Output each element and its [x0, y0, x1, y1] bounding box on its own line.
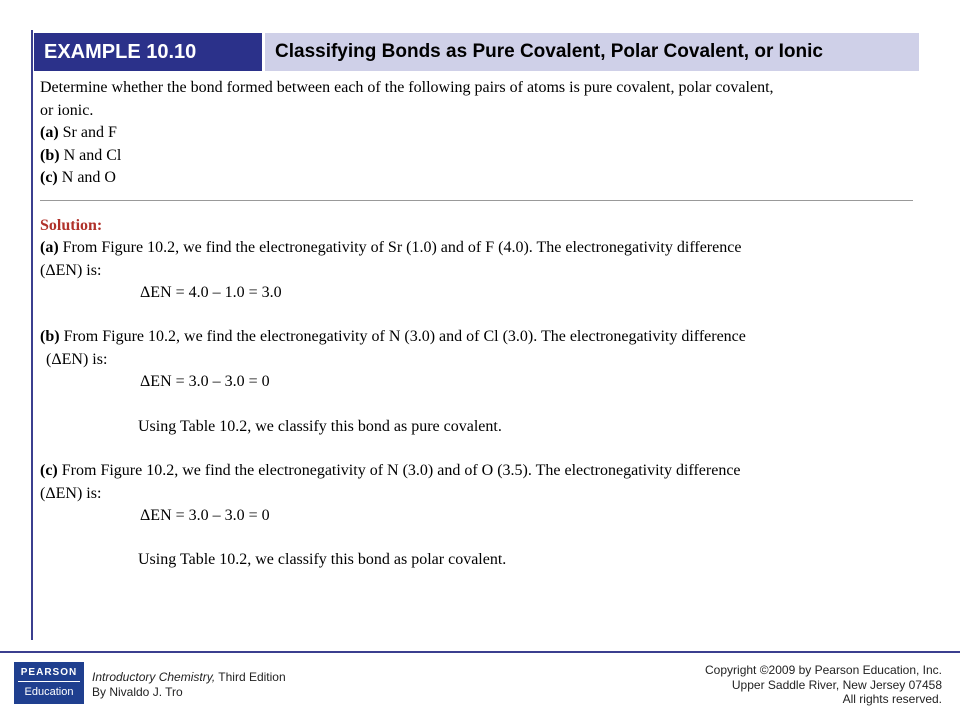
example-label: EXAMPLE 10.10 — [34, 33, 262, 71]
solution-b-line2: (ΔEN) is: — [46, 350, 108, 368]
item-text: N and Cl — [63, 146, 122, 164]
solution-a-text: From Figure 10.2, we find the electronegativity of Sr (1.0) and of F (4.0). The electronegativity difference — [62, 239, 742, 257]
logo-bottom-text: Education — [24, 686, 74, 698]
problem-intro-line1: Determine whether the bond formed between each of the following pairs of atoms is pure covalent, polar covalent, — [40, 79, 774, 96]
solution-c-conclusion: Using Table 10.2, we classify this bond as polar covalent. — [138, 551, 507, 569]
copyright-line1: Copyright ©2009 by Pearson Education, Inc. — [705, 663, 942, 677]
copyright-line2: Upper Saddle River, New Jersey 07458 — [731, 677, 942, 692]
solution-c-line2: (ΔEN) is: — [40, 484, 102, 502]
problem-item-b — [40, 145, 910, 168]
solution-c-letter: (c) — [40, 462, 58, 480]
left-accent-line — [31, 30, 33, 640]
solution-a-letter: (a) — [40, 239, 59, 257]
problem-item-a — [40, 122, 910, 145]
logo-top-text: PEARSON — [18, 662, 80, 682]
solution-b-letter: (b) — [40, 328, 60, 346]
solution-b-text: From Figure 10.2, we find the electronegativity of N (3.0) and of Cl (3.0). The electronegativity difference — [63, 328, 746, 346]
solution-c-text: From Figure 10.2, we find the electronegativity of N (3.0) and of O (3.5). The electronegativity difference — [61, 462, 741, 480]
solution-b-line1 — [40, 326, 910, 348]
solution-b-equation: ΔEN = 3.0 – 3.0 = 0 — [140, 373, 270, 391]
problem-item-c — [40, 167, 910, 190]
book-author: By Nivaldo J. Tro — [92, 685, 183, 699]
solution-a-equation: ΔEN = 4.0 – 1.0 = 3.0 — [140, 283, 282, 301]
item-letter: (a) — [40, 124, 59, 141]
item-text: Sr and F — [62, 124, 117, 141]
copyright-notice — [705, 663, 942, 707]
solution-b-conclusion: Using Table 10.2, we classify this bond as pure covalent. — [138, 417, 502, 435]
copyright-line3: All rights reserved. — [842, 692, 942, 706]
section-divider — [40, 200, 913, 201]
problem-statement — [40, 77, 910, 190]
book-title: Introductory Chemistry, — [92, 670, 216, 684]
solution-a-line2: (ΔEN) is: — [40, 261, 102, 279]
pearson-logo — [14, 662, 84, 704]
solution-heading: Solution: — [40, 217, 103, 234]
item-text: N and O — [61, 169, 116, 186]
solution-section — [40, 215, 910, 572]
item-letter: (c) — [40, 169, 58, 186]
item-letter: (b) — [40, 146, 60, 164]
book-credit — [92, 670, 286, 700]
solution-c-line1 — [40, 460, 910, 482]
problem-intro-line2: or ionic. — [40, 101, 94, 119]
book-edition: Third Edition — [215, 670, 286, 684]
page-title: Classifying Bonds as Pure Covalent, Polar Covalent, or Ionic — [265, 33, 919, 71]
solution-a-line1 — [40, 237, 910, 259]
solution-c-equation: ΔEN = 3.0 – 3.0 = 0 — [140, 506, 270, 524]
footer-divider — [0, 651, 960, 653]
